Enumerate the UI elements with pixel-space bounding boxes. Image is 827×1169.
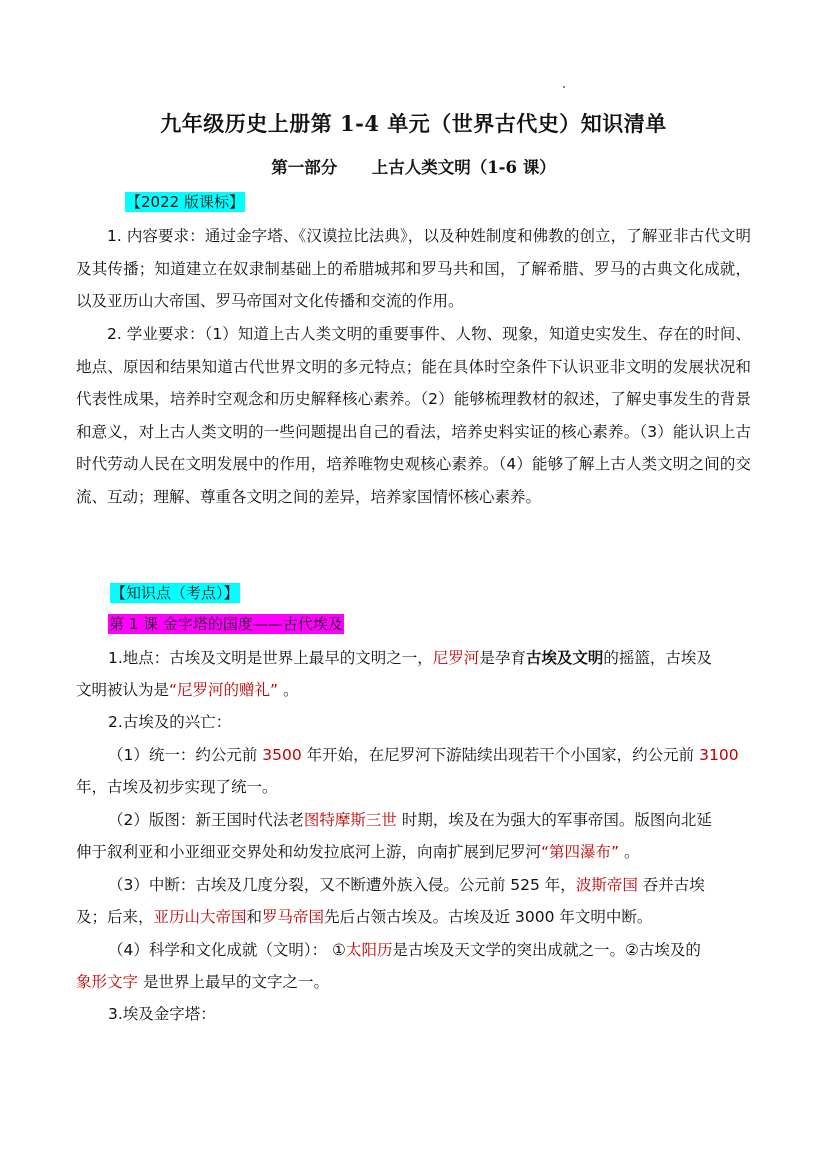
section-subtitle: 第一部分 上古人类文明（1-6 课）	[271, 158, 556, 177]
knowledge-tag: 【知识点（考点）】	[111, 584, 239, 602]
point-interrupt-line1: （3）中断：古埃及几度分裂，又不断遭外族入侵。公元前 525 年，波斯帝国 吞并古埃	[108, 876, 705, 894]
stray-mark	[563, 86, 565, 88]
point-culture-line1: （4）科学和文化成就（文明）： ①太阳历是古埃及天文学的突出成就之一。②古埃及的	[108, 941, 701, 959]
point-rise-fall: 2.古埃及的兴亡：	[108, 713, 232, 731]
point-territory-line2: 伸于叙利亚和小亚细亚交界处和幼发拉底河上游，向南扩展到尼罗河“第四瀑布” 。	[76, 843, 640, 861]
point-location-line1: 1.地点：古埃及文明是世界上最早的文明之一，尼罗河是孕育古埃及文明的摇篮，古埃及	[108, 649, 712, 667]
point-culture-line2: 象形文字 是世界上最早的文字之一。	[76, 973, 329, 991]
standard-tag: 【2022 版课标】	[126, 193, 244, 211]
point-location-line2: 文明被认为是“尼罗河的赠礼” 。	[76, 681, 299, 699]
point-pyramid: 3.埃及金字塔：	[108, 1005, 216, 1023]
point-unify-line2: 年，古埃及初步实现了统一。	[76, 778, 278, 796]
point-unify-line1: （1）统一：约公元前 3500 年开始，在尼罗河下游陆续出现若干个小国家，约公元前 3100	[108, 746, 739, 764]
requirement-academic: 2. 学业要求：（1）知道上古人类文明的重要事件、人物、现象，知道史实发生、存在的时间、地点、原因和结果知道古代世界文明的多元特点；能在具体时空条件下认识亚非文明的发展状况和代表性成果，培养时空观念和历史解释核心素养。（2）能够梳理教材的叙述，了解史事发生的背景和意义，对上古人类文明的一些问题提出自己的看法，培养史料实证的核心素养。（3）能认识上古时代劳动人民在文明发展中的作用，培养唯物史观核心素养。（4）能够了解上古人类文明之间的交流、互动；理解、尊重各文明之间的差异，培养家国情怀核心素养。	[76, 325, 751, 506]
lesson-title: 第 1 课 金字塔的国度——古代埃及	[109, 615, 343, 633]
point-territory-line1: （2）版图：新王国时代法老图特摩斯三世 时期，埃及在为强大的军事帝国。版图向北延	[108, 811, 712, 829]
requirement-content: 1. 内容要求：通过金字塔、《汉谟拉比法典》，以及种姓制度和佛教的创立，了解亚非古代文明及其传播；知道建立在奴隶制基础上的希腊城邦和罗马共和国，了解希腊、罗马的古典文化成就，以及亚历山大帝国、罗马帝国对文化传播和交流的作用。	[76, 227, 751, 310]
page-title: 九年级历史上册第 1-4 单元（世界古代史）知识清单	[160, 111, 667, 136]
point-interrupt-line2: 及；后来，亚历山大帝国和罗马帝国先后占领古埃及。古埃及近 3000 年文明中断。	[76, 908, 653, 926]
